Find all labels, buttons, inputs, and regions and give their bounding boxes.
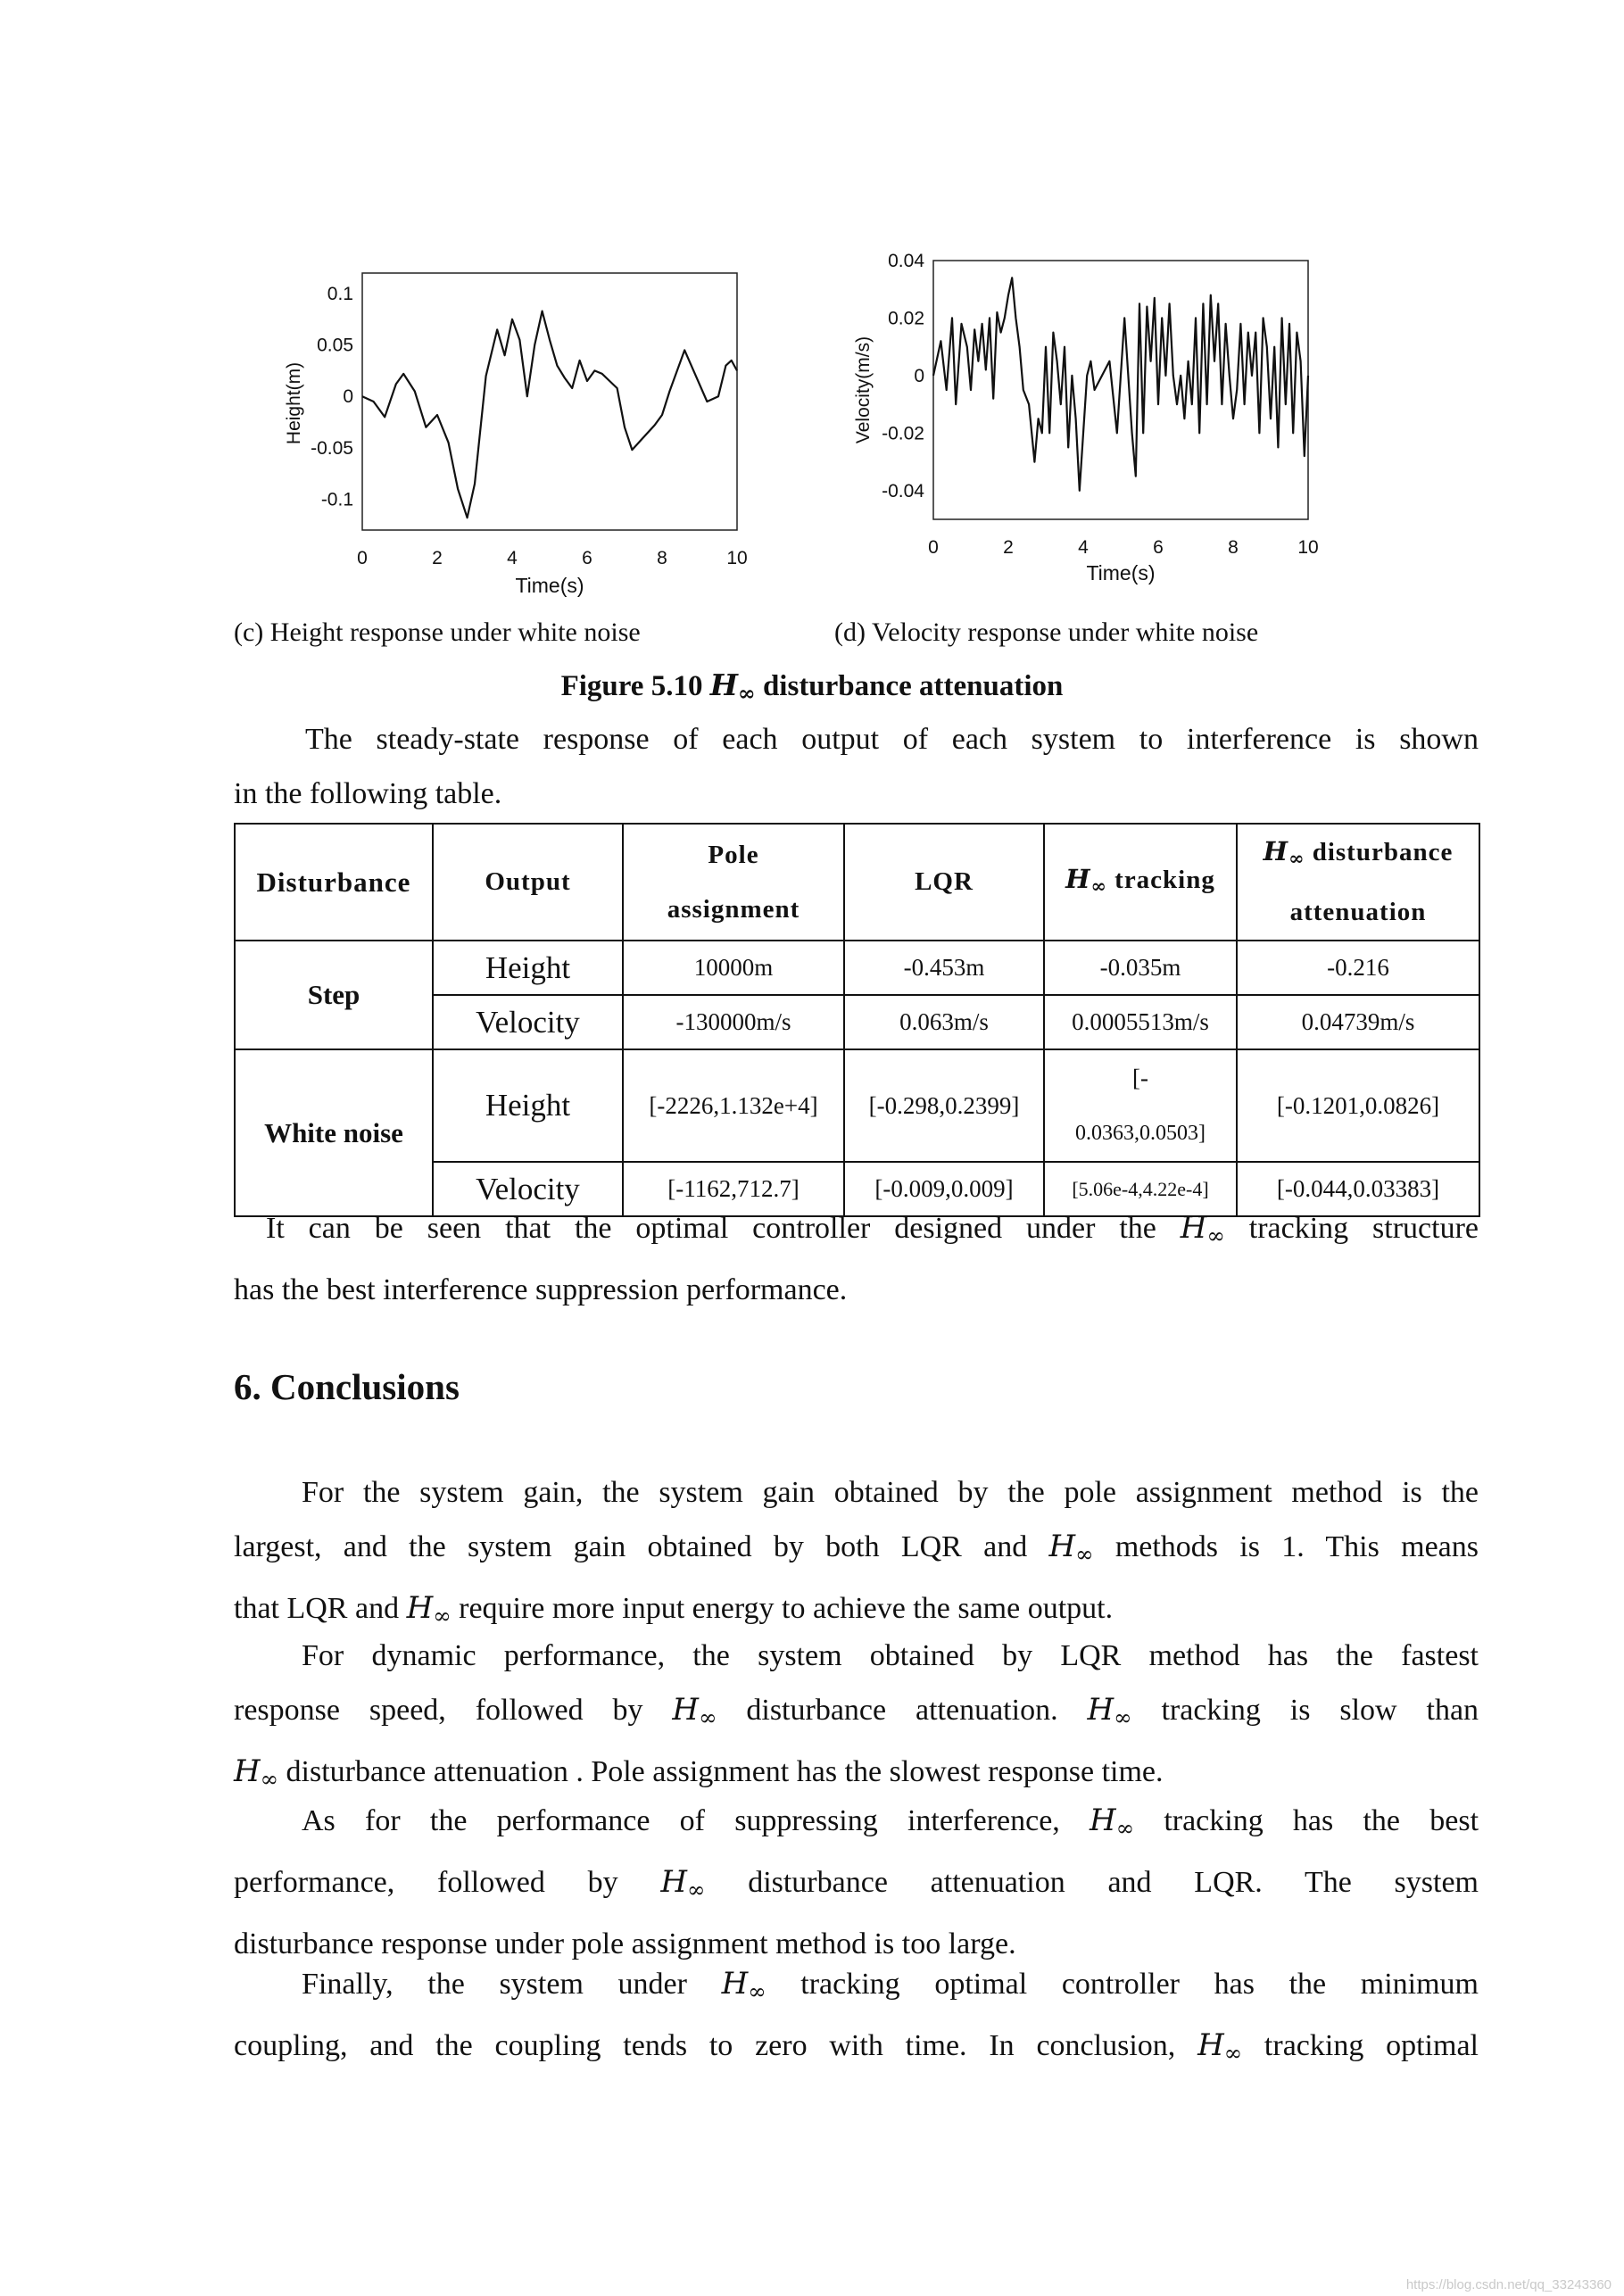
hinf-symbol: $H_\infty$ <box>1180 1210 1225 1249</box>
intro-line-1: The steady-state response of each output of each system to interference is shown <box>305 723 1479 756</box>
hinf-symbol: $H_\infty$ <box>234 1753 279 1793</box>
cell-lqr: -0.453m <box>844 941 1044 995</box>
conclusion-paragraph-2: For dynamic performance, the system obtained by LQR method has the fastest response speed, followed by $H_\infty$ disturbance attenuation. $H_\infty$ tracking is slow than $H_\infty$ disturbance attenuation . Pole assignment has the slowest response time. <box>234 1639 1479 1793</box>
x-tick-label: 6 <box>1153 537 1164 558</box>
figure-title-text: disturbance attenuation <box>762 670 1064 702</box>
ylabel: Height(m) <box>284 361 304 445</box>
x-tick-label: 2 <box>1003 537 1014 558</box>
cell-lqr: [-0.298,0.2399] <box>844 1049 1044 1162</box>
cell-pole: [-2226,1.132e+4] <box>623 1049 844 1162</box>
x-ticks <box>357 548 748 568</box>
watermark: https://blog.csdn.net/qq_33243360 <box>1405 2277 1612 2292</box>
xlabel: Time(s) <box>515 574 584 597</box>
cell-lqr: [-0.009,0.009] <box>844 1162 1044 1216</box>
hinf-symbol: $H_\infty$ <box>1048 1529 1094 1568</box>
velocity-plot-svg <box>839 252 1321 600</box>
x-tick-label: 10 <box>726 548 748 568</box>
section-title: 6. Conclusions <box>234 1366 460 1407</box>
hinf-symbol: $H_\infty$ <box>406 1590 452 1629</box>
cell-output: Height <box>433 1049 623 1162</box>
height-plot <box>268 261 750 609</box>
x-tick-label: 6 <box>582 548 592 568</box>
cell-output: Height <box>433 941 623 995</box>
conclusion-paragraph-1: For the system gain, the system gain obtained by the pole assignment method is the largest, and the system gain obtained by both LQR and $H_\infty$ methods is 1. This means that LQR and $H_\infty$ require more input energy to achieve the same output. <box>234 1476 1479 1629</box>
y-tick-label: -0.1 <box>320 489 353 510</box>
after-line-2: has the best interference suppression performance. <box>234 1273 848 1307</box>
intro-line-2: in the following table. <box>234 777 502 810</box>
header-pole <box>623 824 844 941</box>
header-lqr: LQR <box>844 824 1044 941</box>
after-line-1: It can be seen that the optimal controller designed under the $H_\infty$ tracking structure <box>266 1210 1479 1249</box>
cell-attenuation: -0.216 <box>1237 941 1479 995</box>
x-tick-label: 4 <box>1078 537 1089 558</box>
height-plot-svg <box>268 261 750 609</box>
row-head-step: Step <box>235 941 433 1049</box>
x-tick-label: 0 <box>357 548 368 568</box>
cell-tracking-a: [- <box>1132 1065 1148 1092</box>
caption-d: (d) Velocity response under white noise <box>834 618 1259 647</box>
x-tick-label: 0 <box>928 537 939 558</box>
xlabel: Time(s) <box>1086 561 1156 584</box>
table-row <box>235 1049 1479 1162</box>
table-header-row <box>235 824 1479 941</box>
series-line <box>933 278 1308 491</box>
cell-pole: 10000m <box>623 941 844 995</box>
hinf-symbol: $H_\infty$ <box>721 1966 766 2005</box>
y-tick-label: 0.05 <box>317 335 353 356</box>
y-tick-label: -0.04 <box>882 480 924 501</box>
cell-attenuation: [-0.1201,0.0826] <box>1237 1049 1479 1162</box>
intro-paragraph <box>234 712 1479 821</box>
conclusion-paragraph-4: Finally, the system under $H_\infty$ tracking optimal controller has the minimum coupling, and the coupling tends to zero with time. In conclusion, $H_\infty$ tracking optimal <box>234 1966 1479 2067</box>
after-table-paragraph <box>234 1201 1479 1317</box>
series-line <box>362 311 737 518</box>
header-hinf-attenuation: $H_\infty$ disturbance attenuation <box>1237 824 1479 941</box>
cell-tracking <box>1044 1049 1237 1162</box>
caption-c: (c) Height response under white noise <box>234 618 641 647</box>
cell-attenuation: [-0.044,0.03383] <box>1237 1162 1479 1216</box>
y-ticks <box>882 252 924 501</box>
y-tick-label: -0.02 <box>882 423 924 444</box>
figure-label: Figure 5.10 <box>560 670 703 702</box>
velocity-plot <box>839 252 1321 600</box>
hinf-symbol: $H_\infty$ <box>1087 1692 1132 1731</box>
hinf-symbol: $H_\infty$ <box>1197 2027 1243 2067</box>
header-disturbance: Disturbance <box>235 824 433 941</box>
ylabel: Velocity(m/s) <box>853 336 874 444</box>
cell-pole: -130000m/s <box>623 995 844 1049</box>
y-tick-label: 0.1 <box>327 284 353 305</box>
x-tick-label: 8 <box>1228 537 1239 558</box>
cell-output: Velocity <box>433 995 623 1049</box>
y-tick-label: -0.05 <box>311 437 353 459</box>
figure-title <box>0 667 1624 706</box>
hinf-symbol: $H_\infty$ <box>1090 1803 1135 1842</box>
header-output: Output <box>433 824 623 941</box>
header-pole-b: assignment <box>667 894 800 924</box>
y-ticks <box>311 284 353 510</box>
hinf-symbol: $H_\infty$ <box>660 1864 706 1903</box>
row-head-white-noise: White noise <box>235 1049 433 1216</box>
y-tick-label: 0.02 <box>888 308 924 329</box>
cell-output: Velocity <box>433 1162 623 1216</box>
conclusion-paragraph-3: As for the performance of suppressing interference, $H_\infty$ tracking has the best performance, followed by $H_\infty$ disturbance attenuation and LQR. The system disturbance response under pole assignment method is too large. <box>234 1803 1479 1961</box>
x-tick-label: 8 <box>657 548 667 568</box>
header-pole-a: Pole <box>708 840 759 869</box>
x-tick-label: 4 <box>507 548 518 568</box>
y-tick-label: 0.04 <box>888 252 924 271</box>
hinf-symbol: $H_\infty$ <box>672 1692 717 1731</box>
cell-tracking: -0.035m <box>1044 941 1237 995</box>
y-tick-label: 0 <box>343 386 353 408</box>
x-tick-label: 2 <box>432 548 443 568</box>
cell-attenuation: 0.04739m/s <box>1237 995 1479 1049</box>
header-hinf-tracking: $H_\infty$ tracking <box>1044 824 1237 941</box>
results-table <box>234 823 1480 1217</box>
x-ticks <box>928 537 1319 558</box>
figure-hinf: $H_\infty$ <box>709 667 756 706</box>
y-tick-label: 0 <box>914 365 924 386</box>
cell-tracking: [5.06e-4,4.22e-4] <box>1044 1162 1237 1216</box>
cell-tracking-b: 0.0363,0.0503] <box>1075 1122 1206 1146</box>
table-row <box>235 941 1479 995</box>
cell-lqr: 0.063m/s <box>844 995 1044 1049</box>
cell-pole: [-1162,712.7] <box>623 1162 844 1216</box>
x-tick-label: 10 <box>1297 537 1319 558</box>
cell-tracking: 0.0005513m/s <box>1044 995 1237 1049</box>
